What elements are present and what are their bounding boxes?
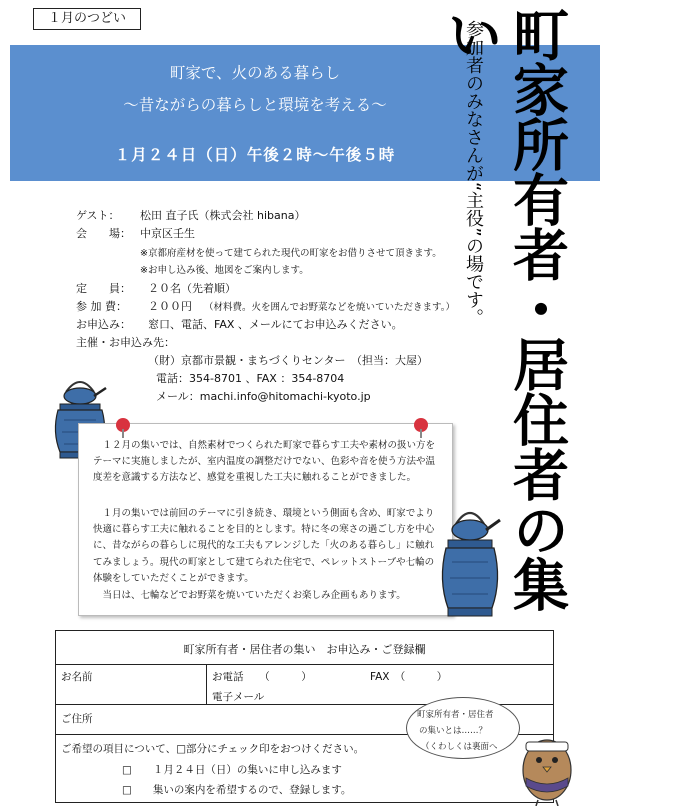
- email-field-label[interactable]: 電子メール: [212, 691, 265, 703]
- organizer-phone: 電話：354-8701 、FAX ：354-8704: [156, 372, 345, 385]
- fee-note: （材料費。火を囲んでお野菜などを焼いていただきます。）: [204, 302, 455, 313]
- organizer-label: 主催・お申込み先：: [76, 336, 175, 349]
- bubble-line-3: （くわしくは裏面へ: [421, 742, 498, 752]
- apply-value: 窓口、電話、FAX 、メールにてお申込みください。: [148, 318, 403, 331]
- option-attend-checkbox[interactable]: □ １月２４日（日）の集いに申し込みます: [122, 764, 342, 776]
- option-register-checkbox[interactable]: □ 集いの案内を希望するので、登録します。: [122, 784, 352, 796]
- pushpin-icon: [116, 418, 130, 432]
- organizer-value: （財）京都市景観・まちづくりセンター （担当：大屋）: [148, 354, 428, 367]
- guest-label: ゲスト：: [76, 209, 120, 222]
- pushpin-icon: [414, 418, 428, 432]
- fee-label: 参 加 費：: [76, 300, 127, 313]
- name-field-label[interactable]: お名前: [61, 671, 93, 683]
- capacity-value: ２０名（先着順）: [148, 282, 236, 295]
- kettle-stove-icon: [436, 500, 504, 620]
- description-note: [78, 423, 453, 616]
- organizer-email: メール：machi.info@hitomachi-kyoto.jp: [156, 390, 371, 403]
- address-field-label[interactable]: ご住所: [61, 713, 93, 725]
- bubble-line-1: 町家所有者・居住者: [417, 710, 494, 720]
- apply-label: お申込み：: [76, 318, 131, 331]
- info-bubble: [406, 697, 520, 759]
- vertical-subtitle: 参加者のみなさんが“主役”の場です。: [463, 20, 484, 327]
- check-instruction: ご希望の項目について、□部分にチェック印をおつけください。: [61, 743, 365, 755]
- venue-note-1: ※京都府産材を使って建てられた現代の町家をお借りさせて頂きます。: [140, 248, 442, 259]
- fax-field-label[interactable]: FAX （ ）: [370, 671, 448, 683]
- bubble-line-2: の集いとは……？: [419, 726, 488, 736]
- banner-title: 町家で、火のある暮らし: [169, 64, 341, 82]
- note-paragraph-2: １月の集いでは前回のテーマに引き続き、環境という側面も含め、町家でより快適に暮らす工夫に触れることを目的とします。特に冬の寒さの過ごし方を中心に、昔ながらの暮らしに現代的な工夫もアレンジした「火のある暮らし」に触れてみましょう。現代の町家として建てられた住宅で、ペレットストーブや七輪の体験をしていただくことができます。: [93, 508, 435, 584]
- note-paragraph-1: １２月の集いでは、自然素材でつくられた町家で暮らす工夫や素材の扱い方をテーマに実施しましたが、室内温度の調整だけでない、色彩や音を使う方法や温度差を意識する方法など、感覚を重視した工夫に触れることができました。: [93, 440, 436, 484]
- phone-field-label[interactable]: お電話 （ ）: [212, 671, 312, 683]
- event-tag: １月のつどい: [33, 8, 141, 30]
- venue-note-2: ※お申し込み後、地図をご案内します。: [140, 265, 309, 276]
- banner-datetime: １月２４日（日）午後２時〜午後５時: [114, 146, 396, 164]
- main-title: 町家所有者・居住者の集い: [438, 6, 569, 611]
- fee-value: ２００円: [148, 300, 192, 313]
- banner-subtitle: 〜昔ながらの暮らしと環境を考える〜: [123, 96, 387, 114]
- capacity-label: 定 員：: [76, 282, 131, 295]
- bird-mascot-icon: [512, 720, 582, 806]
- guest-value: 松田 直子氏（株式会社 hibana）: [140, 209, 306, 222]
- venue-value: 中京区壬生: [140, 227, 195, 240]
- note-paragraph-3: 当日は、七輪などでお野菜を焼いていただくお楽しみ企画もあります。: [102, 590, 406, 601]
- venue-label: 会 場：: [76, 227, 131, 240]
- form-title: 町家所有者・居住者の集い お申込み・ご登録欄: [183, 643, 426, 656]
